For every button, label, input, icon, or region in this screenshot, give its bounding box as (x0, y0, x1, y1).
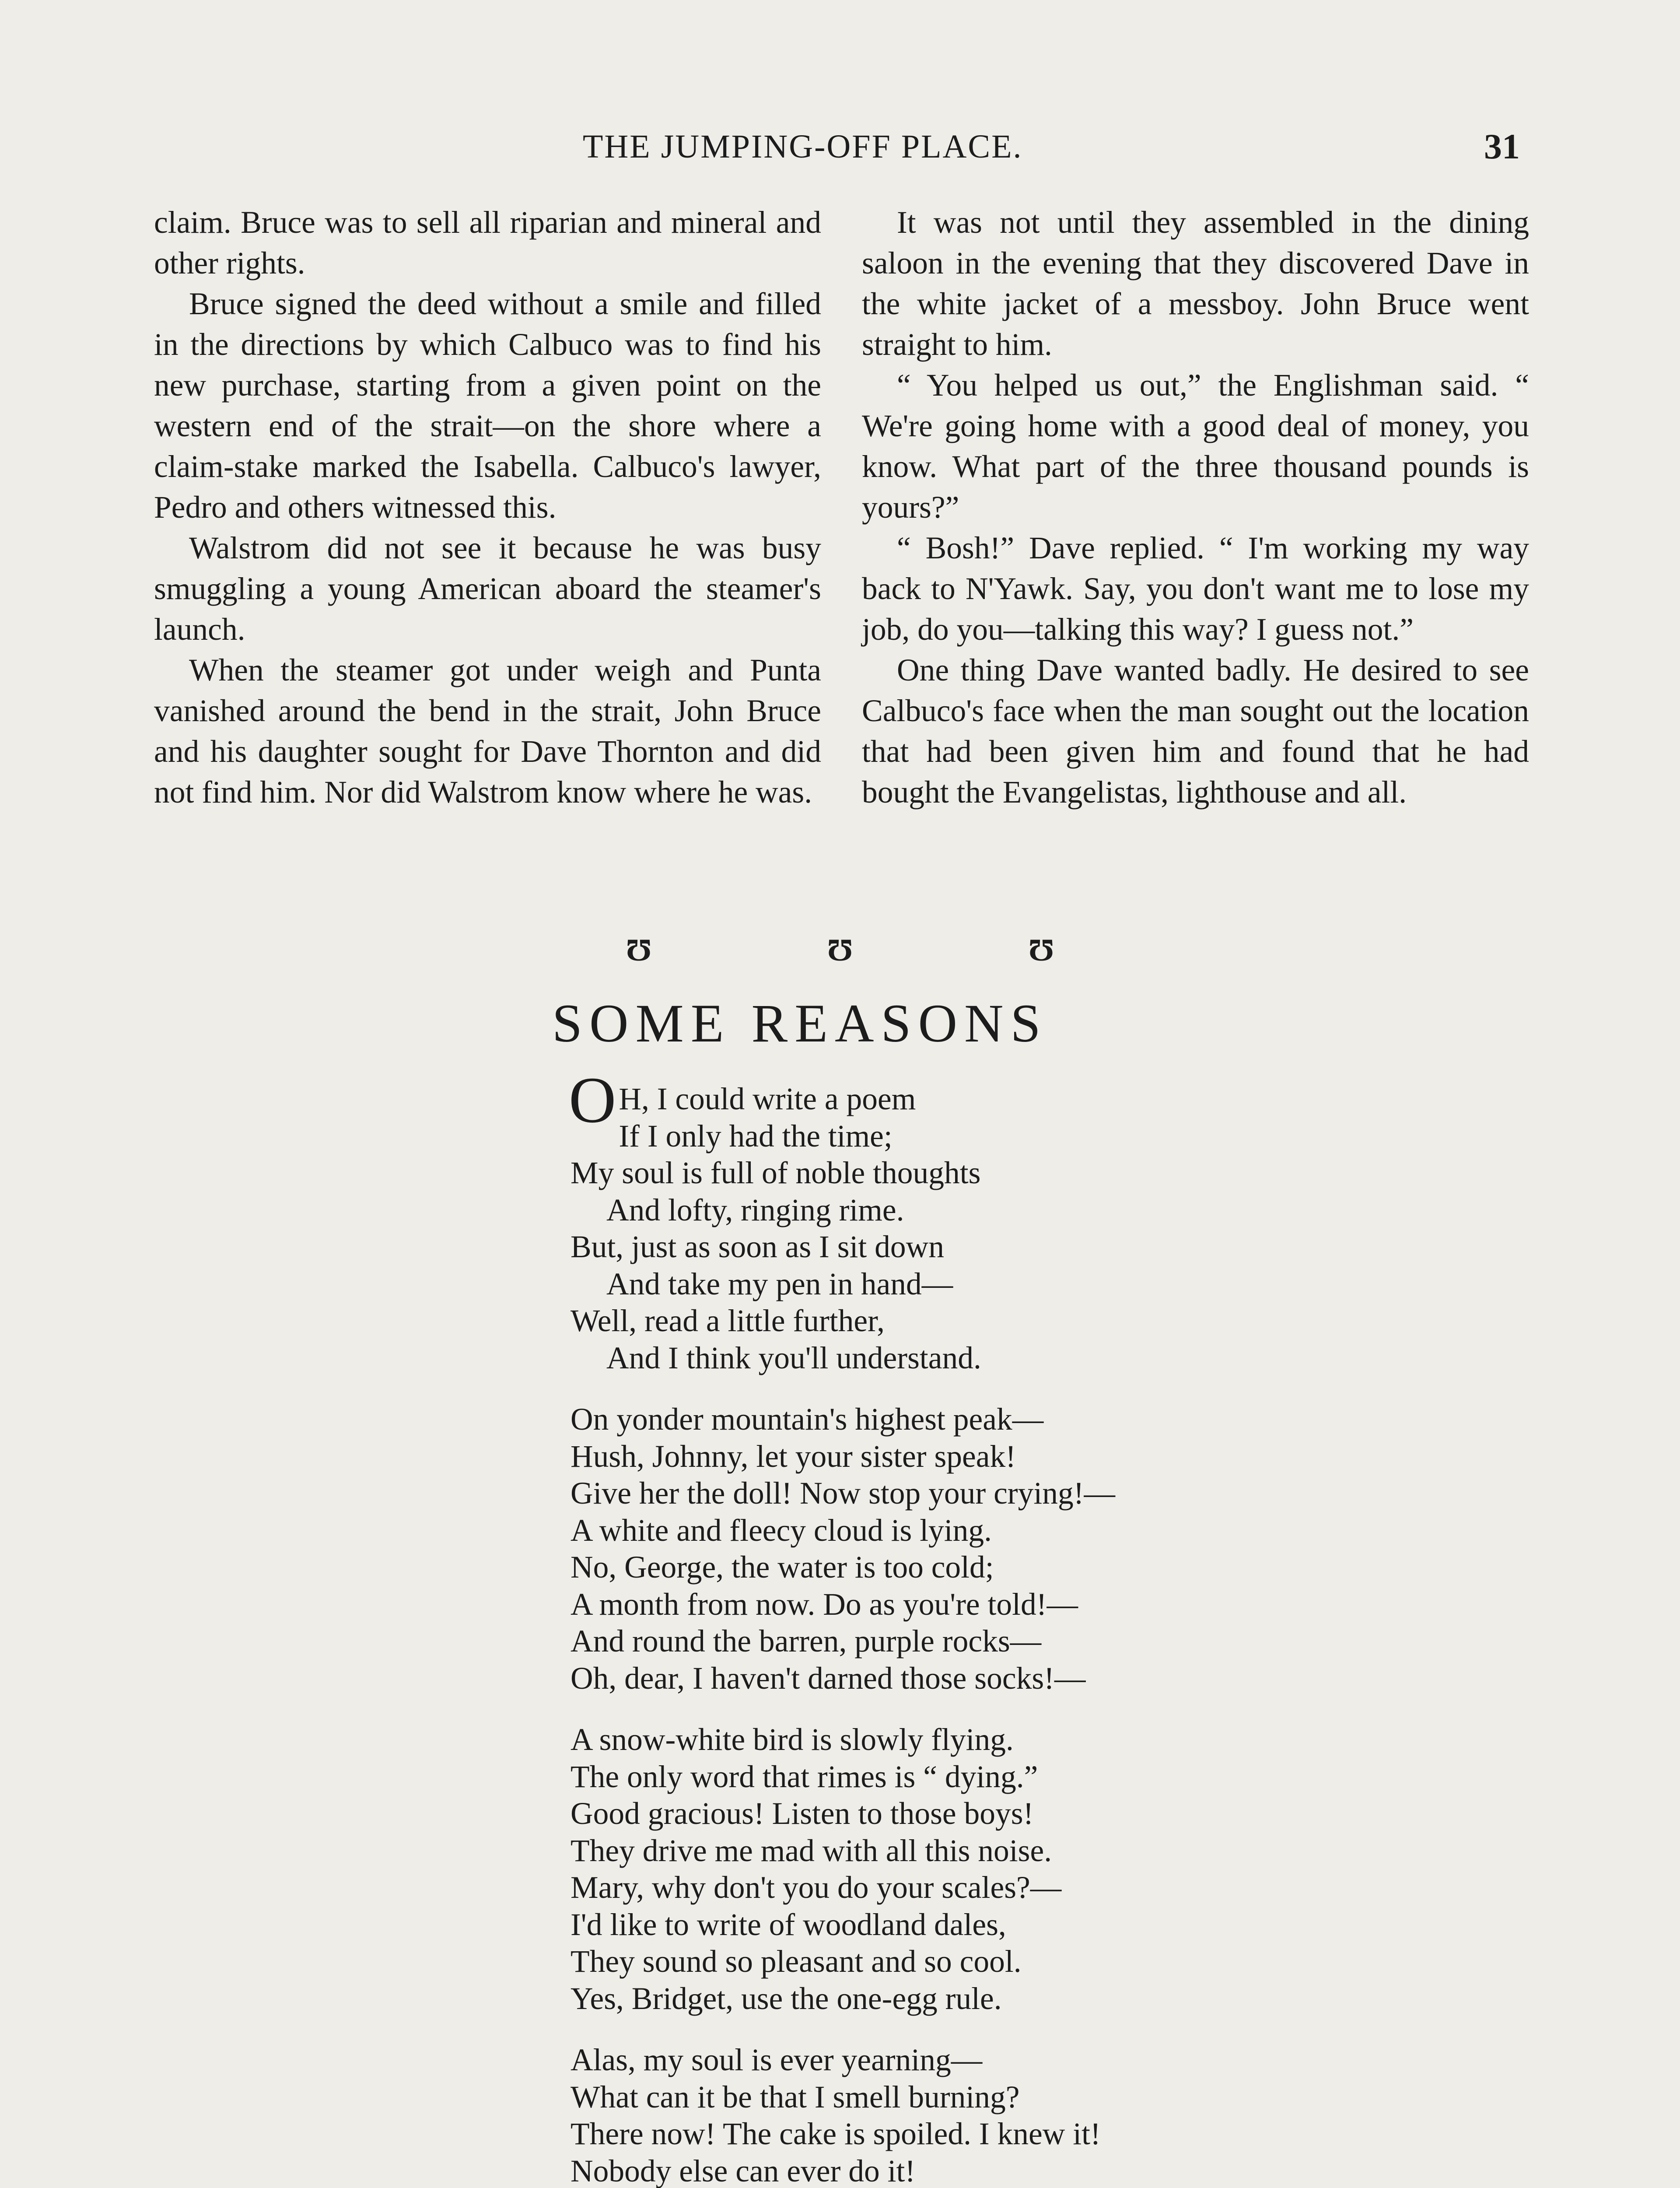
poem-line: What can it be that I smell burning? (570, 2079, 1020, 2114)
story-paragraph: Bruce signed the deed without a smile and filled in the directions by which Calbuco was to find his new purchase, starting from a given point on the western end of the strait—on the shore where a claim-stake marked the Isabella. Calbuco's lawyer, Pedro and others witnessed this. (154, 287, 821, 525)
poem-line: No, George, the water is too cold; (570, 1550, 994, 1585)
fleuron-icon: Ʊ (626, 933, 651, 968)
poem-line: A white and fleecy cloud is lying. (570, 1513, 992, 1548)
story-paragraph: “ Bosh!” Dave replied. “ I'm working my way back to N'Yawk. Say, you don't want me to lose my job, do you—talking this way? I guess not.” (862, 531, 1529, 647)
poem-line: Alas, my soul is ever yearning— (570, 2043, 983, 2077)
poem-line: Give her the doll! Now stop your crying!— (570, 1476, 1116, 1511)
poem-line: Good gracious! Listen to those boys! (570, 1796, 1034, 1831)
page-number: 31 (1484, 126, 1520, 166)
poem-line: But, just as soon as I sit down (570, 1230, 945, 1264)
poem-line: They drive me mad with all this noise. (570, 1833, 1052, 1868)
poem-line: Nobody else can ever do it! (570, 2153, 916, 2188)
poem-line: If I only had the time; (619, 1119, 892, 1154)
poem-line: H, I could write a poem (619, 1082, 916, 1116)
poem-line: Hush, Johnny, let your sister speak! (570, 1439, 1016, 1474)
story-paragraph: When the steamer got under weigh and Punta vanished around the bend in the strait, John Bruce and his daughter sought for Dave Thornton and did not find him. Nor did Walstrom know where he was. (154, 653, 821, 810)
story-paragraph: It was not until they assembled in the dining saloon in the evening that they discovered Dave in the white jacket of a messboy. John Bruce went straight to him. (862, 205, 1529, 362)
poem-line: And take my pen in hand— (606, 1266, 953, 1301)
section-divider (621, 932, 1059, 968)
poem-line: A snow-white bird is slowly flying. (570, 1722, 1014, 1757)
story-right-column (862, 202, 1529, 813)
story-paragraph: Walstrom did not see it because he was busy smuggling a young American aboard the steamer's launch. (154, 531, 821, 647)
drop-cap: O (569, 1064, 616, 1136)
poem-line: Oh, dear, I haven't darned those socks!— (570, 1661, 1086, 1696)
poem-stanza (569, 1064, 1115, 1377)
poem-line: And lofty, ringing rime. (606, 1192, 904, 1227)
poem-line: And I think you'll understand. (606, 1340, 981, 1375)
poem-line: Mary, why don't you do your scales?— (570, 1870, 1062, 1905)
running-title: THE JUMPING-OFF PLACE. (583, 128, 1023, 165)
poem-body (569, 1064, 1116, 2188)
poem-stanza (570, 1401, 1115, 1697)
poem-line: On yonder mountain's highest peak— (570, 1402, 1044, 1437)
poem-line: There now! The cake is spoiled. I knew it! (570, 2117, 1101, 2151)
poem-line: My soul is full of noble thoughts (570, 1156, 981, 1190)
story-paragraph: claim. Bruce was to sell all riparian and mineral and other rights. (154, 205, 821, 281)
poem-line: And round the barren, purple rocks— (570, 1624, 1042, 1659)
story-left-column (154, 202, 821, 813)
story-paragraph: One thing Dave wanted badly. He desired to see Calbuco's face when the man sought out the location that had been given him and found that he had bought the Evangelistas, lighthouse and all. (862, 653, 1529, 810)
poem-line: The only word that rimes is “ dying.” (570, 1759, 1038, 1794)
poem-line: Well, read a little further, (570, 1304, 885, 1338)
fleuron-icon: Ʊ (1029, 933, 1054, 968)
poem-stanza (570, 2042, 1115, 2188)
poem-line: A month from now. Do as you're told!— (570, 1587, 1078, 1622)
fleuron-icon: Ʊ (827, 933, 853, 968)
poem-line: Yes, Bridget, use the one-egg rule. (570, 1981, 1002, 2016)
story-paragraph: “ You helped us out,” the Englishman said. “ We're going home with a good deal of money, you know. What part of the three thousand pounds is yours?” (862, 368, 1529, 525)
poem-line: They sound so pleasant and so cool. (570, 1944, 1022, 1979)
poem-line: I'd like to write of woodland dales, (570, 1907, 1006, 1942)
poem-stanza (570, 1722, 1115, 2017)
poem-title: SOME REASONS (552, 993, 1048, 1053)
